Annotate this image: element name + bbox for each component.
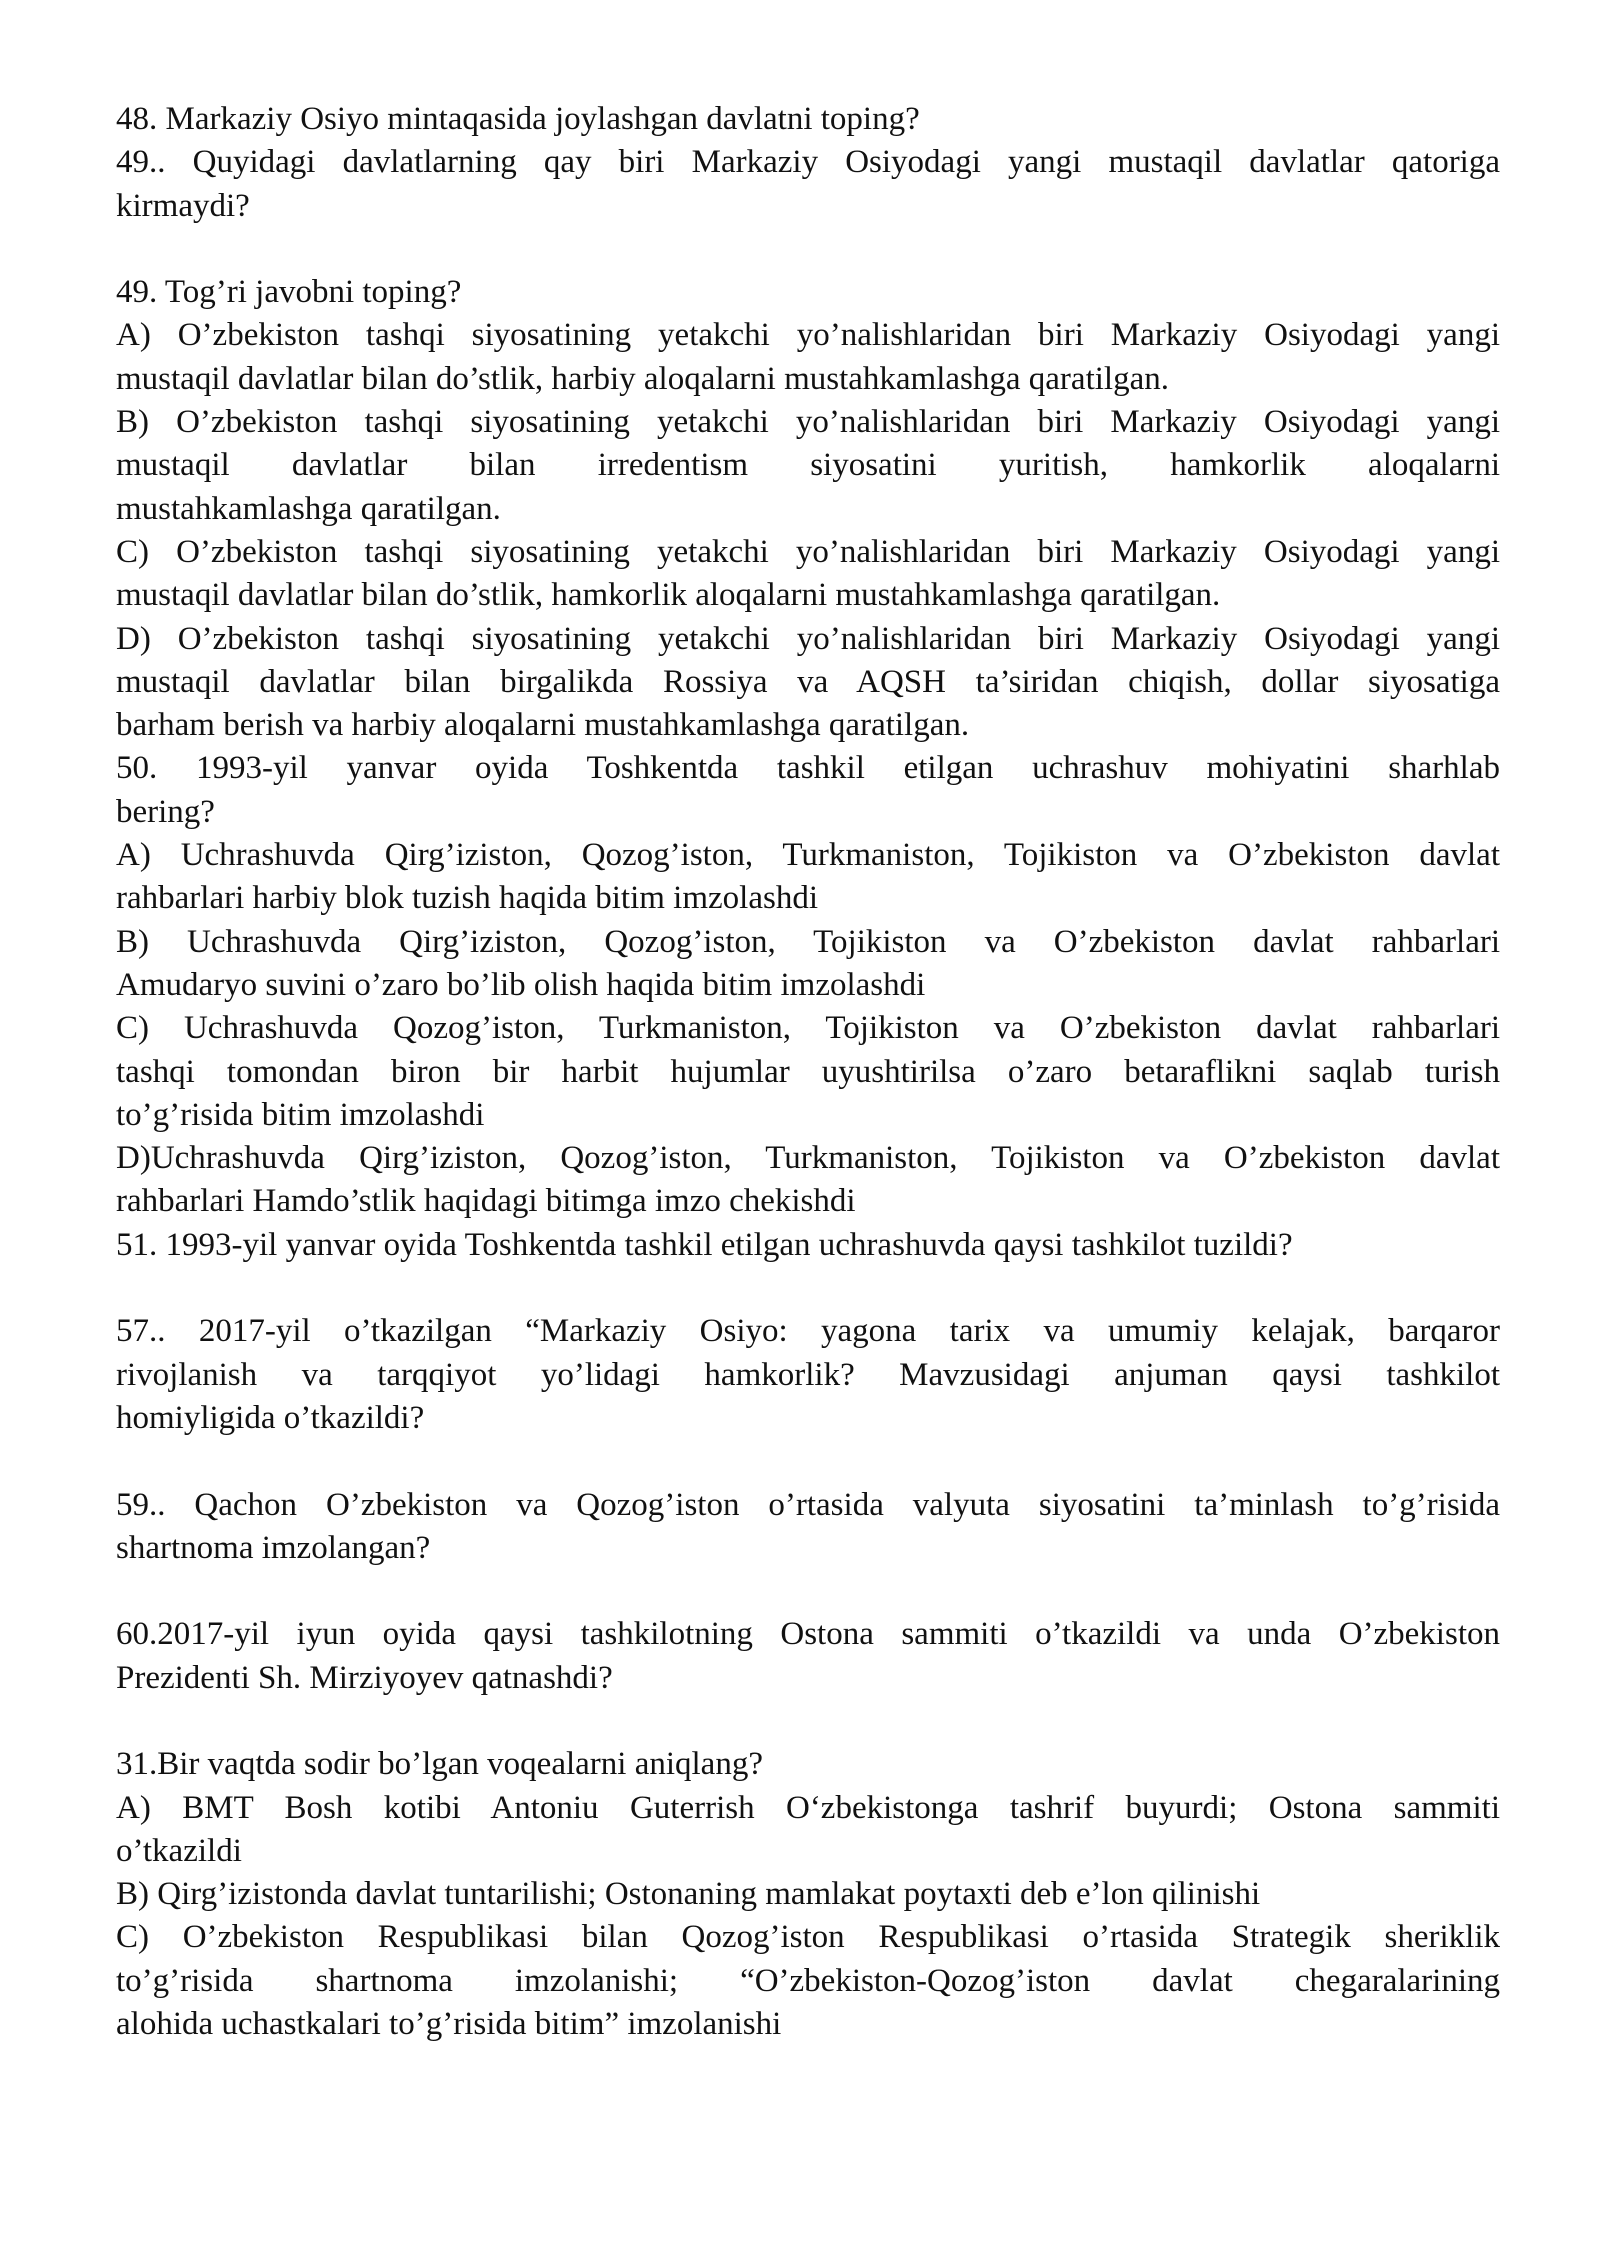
blank-line [116,1267,1500,1310]
q31-option-b: B) Qirg’izistonda davlat tuntarilishi; Ostonaning mamlakat poytaxti deb e’lon qilinishi [116,1876,1261,1913]
q50-option-a-line-2: rahbarlari harbiy blok tuzish haqida bitim imzolashdi [116,880,818,917]
option-d-line-3: barham berish va harbiy aloqalarni mustahkamlashga qaratilgan. [116,707,970,744]
question-60-line-2: Prezidenti Sh. Mirziyoyev qatnashdi? [116,1659,613,1696]
question-57-line-3: homiyligida o’tkazildi? [116,1399,425,1436]
question-48: 48. Markaziy Osiyo mintaqasida joylashgan davlatni toping? [116,101,920,137]
blank-line [116,1570,1500,1613]
q31-option-c-line-3: alohida uchastkalari to’g’risida bitim” imzolanishi [116,2006,782,2043]
q50-option-c-line-1: C) Uchrashuvda Qozog’iston, Turkmaniston, Tojikiston va O’zbekiston davlat rahbarlari [116,1010,1500,1047]
q50-option-d-line-2: rahbarlari Hamdo’stlik haqidagi bitimga imzo chekishdi [116,1183,856,1220]
blank-line [116,228,1500,271]
option-a-line-2: mustaqil davlatlar bilan do’stlik, harbiy aloqalarni mustahkamlashga qaratilgan. [116,360,1169,397]
question-49-line-2: kirmaydi? [116,187,250,224]
question-57-line-1: 57.. 2017-yil o’tkazilgan “Markaziy Osiyo: yagona tarix va umumiy kelajak, barqaror [116,1313,1500,1350]
blank-line [116,1700,1500,1743]
question-51: 51. 1993-yil yanvar oyida Toshkentda tashkil etilgan uchrashuvda qaysi tashkilot tuzildi? [116,1226,1293,1263]
question-57-line-2: rivojlanish va tarqqiyot yo’lidagi hamkorlik? Mavzusidagi anjuman qaysi tashkilot [116,1356,1500,1393]
document-page [116,98,1500,2046]
question-49b: 49. Tog’ri javobni toping? [116,274,462,311]
q50-option-d-line-1: D)Uchrashuvda Qirg’iziston, Qozog’iston, Turkmaniston, Tojikiston va O’zbekiston davlat [116,1140,1500,1177]
option-b-line-1: B) O’zbekiston tashqi siyosatining yetakchi yo’nalishlaridan biri Markaziy Osiyodagi yangi [116,404,1500,441]
option-c-line-1: C) O’zbekiston tashqi siyosatining yetakchi yo’nalishlaridan biri Markaziy Osiyodagi yangi [116,533,1500,570]
q31-option-a-line-2: o’tkazildi [116,1832,242,1869]
option-a-line-1: A) O’zbekiston tashqi siyosatining yetakchi yo’nalishlaridan biri Markaziy Osiyodagi yangi [116,317,1500,354]
option-c-line-2: mustaqil davlatlar bilan do’stlik, hamkorlik aloqalarni mustahkamlashga qaratilgan. [116,577,1221,614]
question-60-line-1: 60.2017-yil iyun oyida qaysi tashkilotning Ostona sammiti o’tkazildi va unda O’zbekiston [116,1616,1500,1653]
question-49-line-1: 49.. Quyidagi davlatlarning qay biri Markaziy Osiyodagi yangi mustaqil davlatlar qatoriga [116,144,1500,181]
q31-option-c-line-1: C) O’zbekiston Respublikasi bilan Qozog’iston Respublikasi o’rtasida Strategik sheriklik [116,1919,1500,1956]
question-59-line-1: 59.. Qachon O’zbekiston va Qozog’iston o’rtasida valyuta siyosatini ta’minlash to’g’risida [116,1486,1500,1523]
q31-option-c-line-2: to’g’risida shartnoma imzolanishi; “O’zbekiston-Qozog’iston davlat chegaralarining [116,1962,1500,1999]
q31-option-a-line-1: A) BMT Bosh kotibi Antoniu Guterrish O‘zbekistonga tashrif buyurdi; Ostona sammiti [116,1789,1500,1826]
q50-option-c-line-2: tashqi tomondan biron bir harbit hujumlar uyushtirilsa o’zaro betaraflikni saqlab turish [116,1053,1500,1090]
question-59-line-2: shartnoma imzolangan? [116,1529,431,1566]
q50-option-b-line-2: Amudaryo suvini o’zaro bo’lib olish haqida bitim imzolashdi [116,966,926,1003]
question-50-line-2: bering? [116,793,215,830]
blank-line [116,1440,1500,1483]
q50-option-b-line-1: B) Uchrashuvda Qirg’iziston, Qozog’iston, Tojikiston va O’zbekiston davlat rahbarlari [116,923,1500,960]
q50-option-c-line-3: to’g’risida bitim imzolashdi [116,1096,485,1133]
q50-option-a-line-1: A) Uchrashuvda Qirg’iziston, Qozog’iston, Turkmaniston, Tojikiston va O’zbekiston davlat [116,837,1500,874]
option-b-line-2: mustaqil davlatlar bilan irredentism siyosatini yuritish, hamkorlik aloqalarni [116,447,1500,484]
question-50-line-1: 50. 1993-yil yanvar oyida Toshkentda tashkil etilgan uchrashuv mohiyatini sharhlab [116,750,1500,787]
option-d-line-2: mustaqil davlatlar bilan birgalikda Rossiya va AQSH ta’siridan chiqish, dollar siyosatiga [116,663,1500,700]
option-b-line-3: mustahkamlashga qaratilgan. [116,490,501,527]
question-31: 31.Bir vaqtda sodir bo’lgan voqealarni aniqlang? [116,1746,763,1783]
option-d-line-1: D) O’zbekiston tashqi siyosatining yetakchi yo’nalishlaridan biri Markaziy Osiyodagi yangi [116,620,1500,657]
